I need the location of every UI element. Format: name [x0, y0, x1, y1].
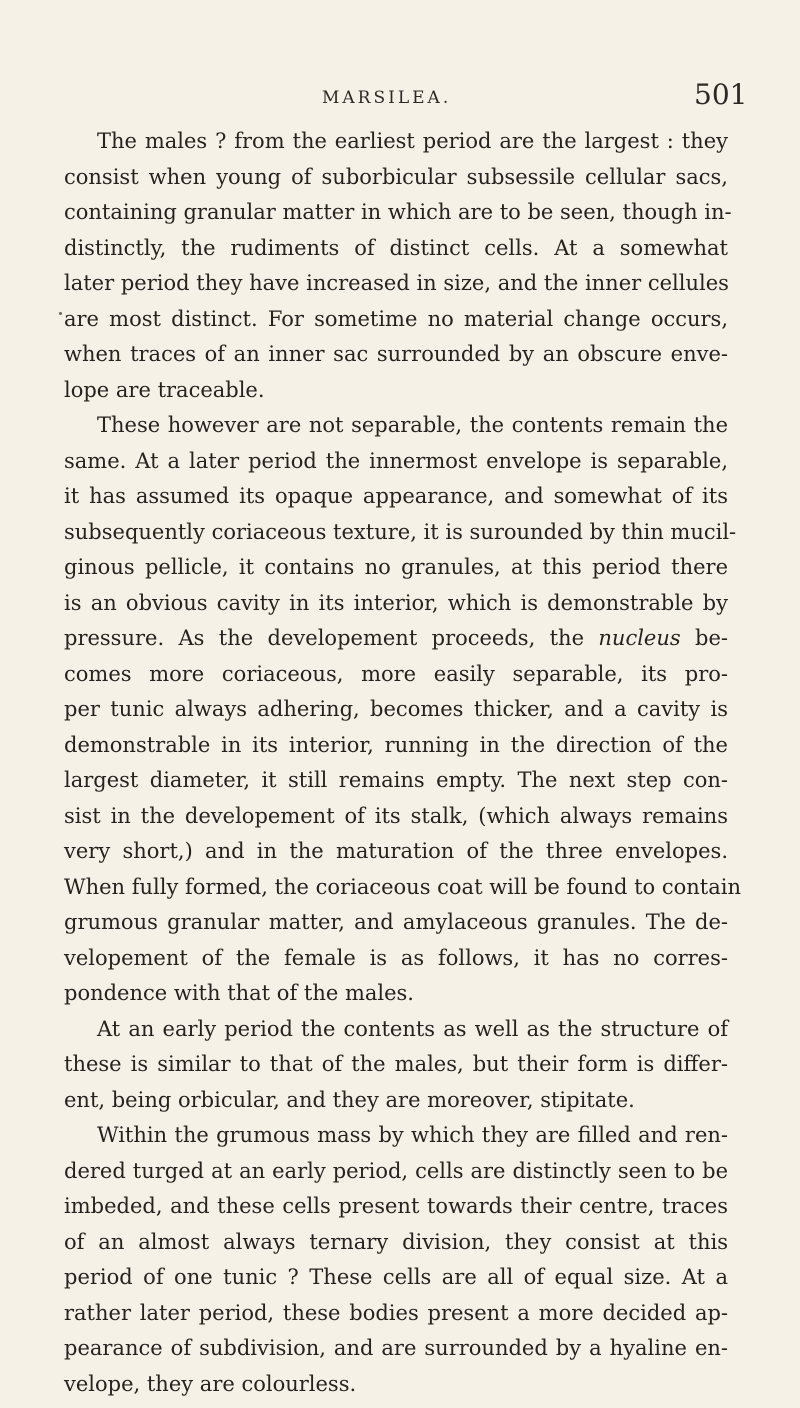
- text-line: [64, 657, 728, 693]
- text-line-content: grumous granular matter, and amylaceous granules. The de-: [64, 910, 728, 934]
- text-line-content: later period they have increased in size, and the inner cellules: [64, 271, 729, 295]
- text-line: [64, 515, 737, 551]
- text-line-content: largest diameter, it still remains empty. The next step con-: [64, 768, 728, 792]
- text-line: [64, 1012, 728, 1048]
- text-line-content: pearance of subdivision, and are surrounded by a hyaline en-: [64, 1336, 728, 1360]
- running-title: MARSILEA.: [322, 88, 452, 108]
- text-line: [64, 763, 728, 799]
- text-line: [64, 1047, 728, 1083]
- text-line: [64, 1083, 728, 1119]
- text-line-content: are most distinct. For sometime no material change occurs,: [64, 306, 728, 331]
- text-line: [64, 373, 728, 409]
- text-line: [64, 1118, 728, 1154]
- page-number: 501: [694, 78, 748, 111]
- text-line-content: Within the grumous mass by which they are filled and ren-: [97, 1123, 728, 1147]
- text-line: [64, 1367, 728, 1403]
- text-line-content: of an almost always ternary division, they consist at this: [64, 1229, 728, 1254]
- text-line: [64, 337, 728, 373]
- text-line-content: demonstrable in its interior, running in the direction of the: [64, 732, 728, 757]
- text-line-content: subsequently coriaceous texture, it is surounded by thin mucil-: [64, 519, 737, 544]
- text-line: [64, 1154, 728, 1190]
- text-line: [64, 728, 728, 764]
- text-line: [64, 1331, 728, 1367]
- text-line-content: period of one tunic ? These cells are all of equal size. At a: [64, 1265, 728, 1289]
- text-line-content: lope are traceable.: [64, 377, 265, 402]
- text-line: [64, 408, 728, 444]
- text-line-content: imbeded, and these cells present towards their centre, traces: [64, 1194, 728, 1218]
- text-line-content: very short,) and in the maturation of the three envelopes.: [64, 839, 728, 863]
- italic-term: nucleus: [598, 626, 681, 650]
- text-line: [64, 550, 728, 586]
- text-line-content: same. At a later period the innermost envelope is separable,: [64, 448, 728, 473]
- text-line: [64, 1189, 728, 1225]
- text-line: [64, 834, 728, 870]
- text-line-content: distinctly, the rudiments of distinct cells. At a somewhat: [64, 235, 728, 260]
- margin-speck: [59, 312, 62, 315]
- text-line: [64, 266, 728, 302]
- text-line: [64, 976, 728, 1012]
- text-line: [64, 444, 728, 480]
- text-line: [64, 124, 728, 160]
- text-line: [64, 1296, 728, 1332]
- text-line: [64, 941, 728, 977]
- text-line-content: these is similar to that of the males, but their form is differ-: [64, 1052, 728, 1076]
- text-line: [64, 302, 728, 338]
- text-line: [64, 586, 728, 622]
- text-line-content: dered turged at an early period, cells are distinctly seen to be: [64, 1158, 728, 1183]
- text-line-content: velope, they are colourless.: [64, 1371, 357, 1396]
- page-header: [0, 78, 800, 118]
- text-line-content: sist in the developement of its stalk, (which always remains: [64, 803, 728, 828]
- text-line: [64, 870, 742, 906]
- text-line-content: consist when young of suborbicular subsessile cellular sacs,: [64, 164, 728, 189]
- text-line: [64, 799, 728, 835]
- text-line-content: comes more coriaceous, more easily separable, its pro-: [64, 661, 728, 686]
- text-line-content: At an early period the contents as well as the structure of: [97, 1016, 728, 1041]
- text-line-content: When fully formed, the coriaceous coat will be found to contain: [64, 874, 742, 899]
- text-line-content: The males ? from the earliest period are the largest : they: [97, 129, 728, 153]
- text-line-content: is an obvious cavity in its interior, which is demonstrable by: [64, 590, 728, 615]
- text-line-content: pondence with that of the males.: [64, 981, 414, 1005]
- text-line: [64, 195, 732, 231]
- text-line: [64, 479, 728, 515]
- text-line-content: when traces of an inner sac surrounded by an obscure enve-: [64, 342, 728, 366]
- text-line-content: rather later period, these bodies present a more decided ap-: [64, 1300, 728, 1325]
- text-line: [64, 160, 728, 196]
- text-line-content: ent, being orbicular, and they are moreover, stipitate.: [64, 1087, 635, 1112]
- text-line: [64, 905, 728, 941]
- text-line-content: containing granular matter in which are to be seen, though in-: [64, 200, 732, 224]
- text-line-content: These however are not separable, the contents remain the: [97, 413, 728, 437]
- text-line: [64, 692, 728, 728]
- text-line: [64, 1260, 728, 1296]
- text-line-continuation: be-: [680, 626, 728, 650]
- text-line-content: per tunic always adhering, becomes thicker, and a cavity is: [64, 697, 728, 721]
- text-line-content: velopement of the female is as follows, it has no corres-: [64, 945, 728, 970]
- text-line-content: ginous pellicle, it contains no granules, at this period there: [64, 555, 728, 579]
- text-line-content: pressure. As the developement proceeds, the: [64, 626, 599, 650]
- text-line: [64, 1225, 728, 1261]
- text-line: [64, 621, 728, 657]
- text-line-content: it has assumed its opaque appearance, and somewhat of its: [64, 484, 728, 508]
- text-line: [64, 231, 728, 267]
- body-text: [64, 124, 742, 1402]
